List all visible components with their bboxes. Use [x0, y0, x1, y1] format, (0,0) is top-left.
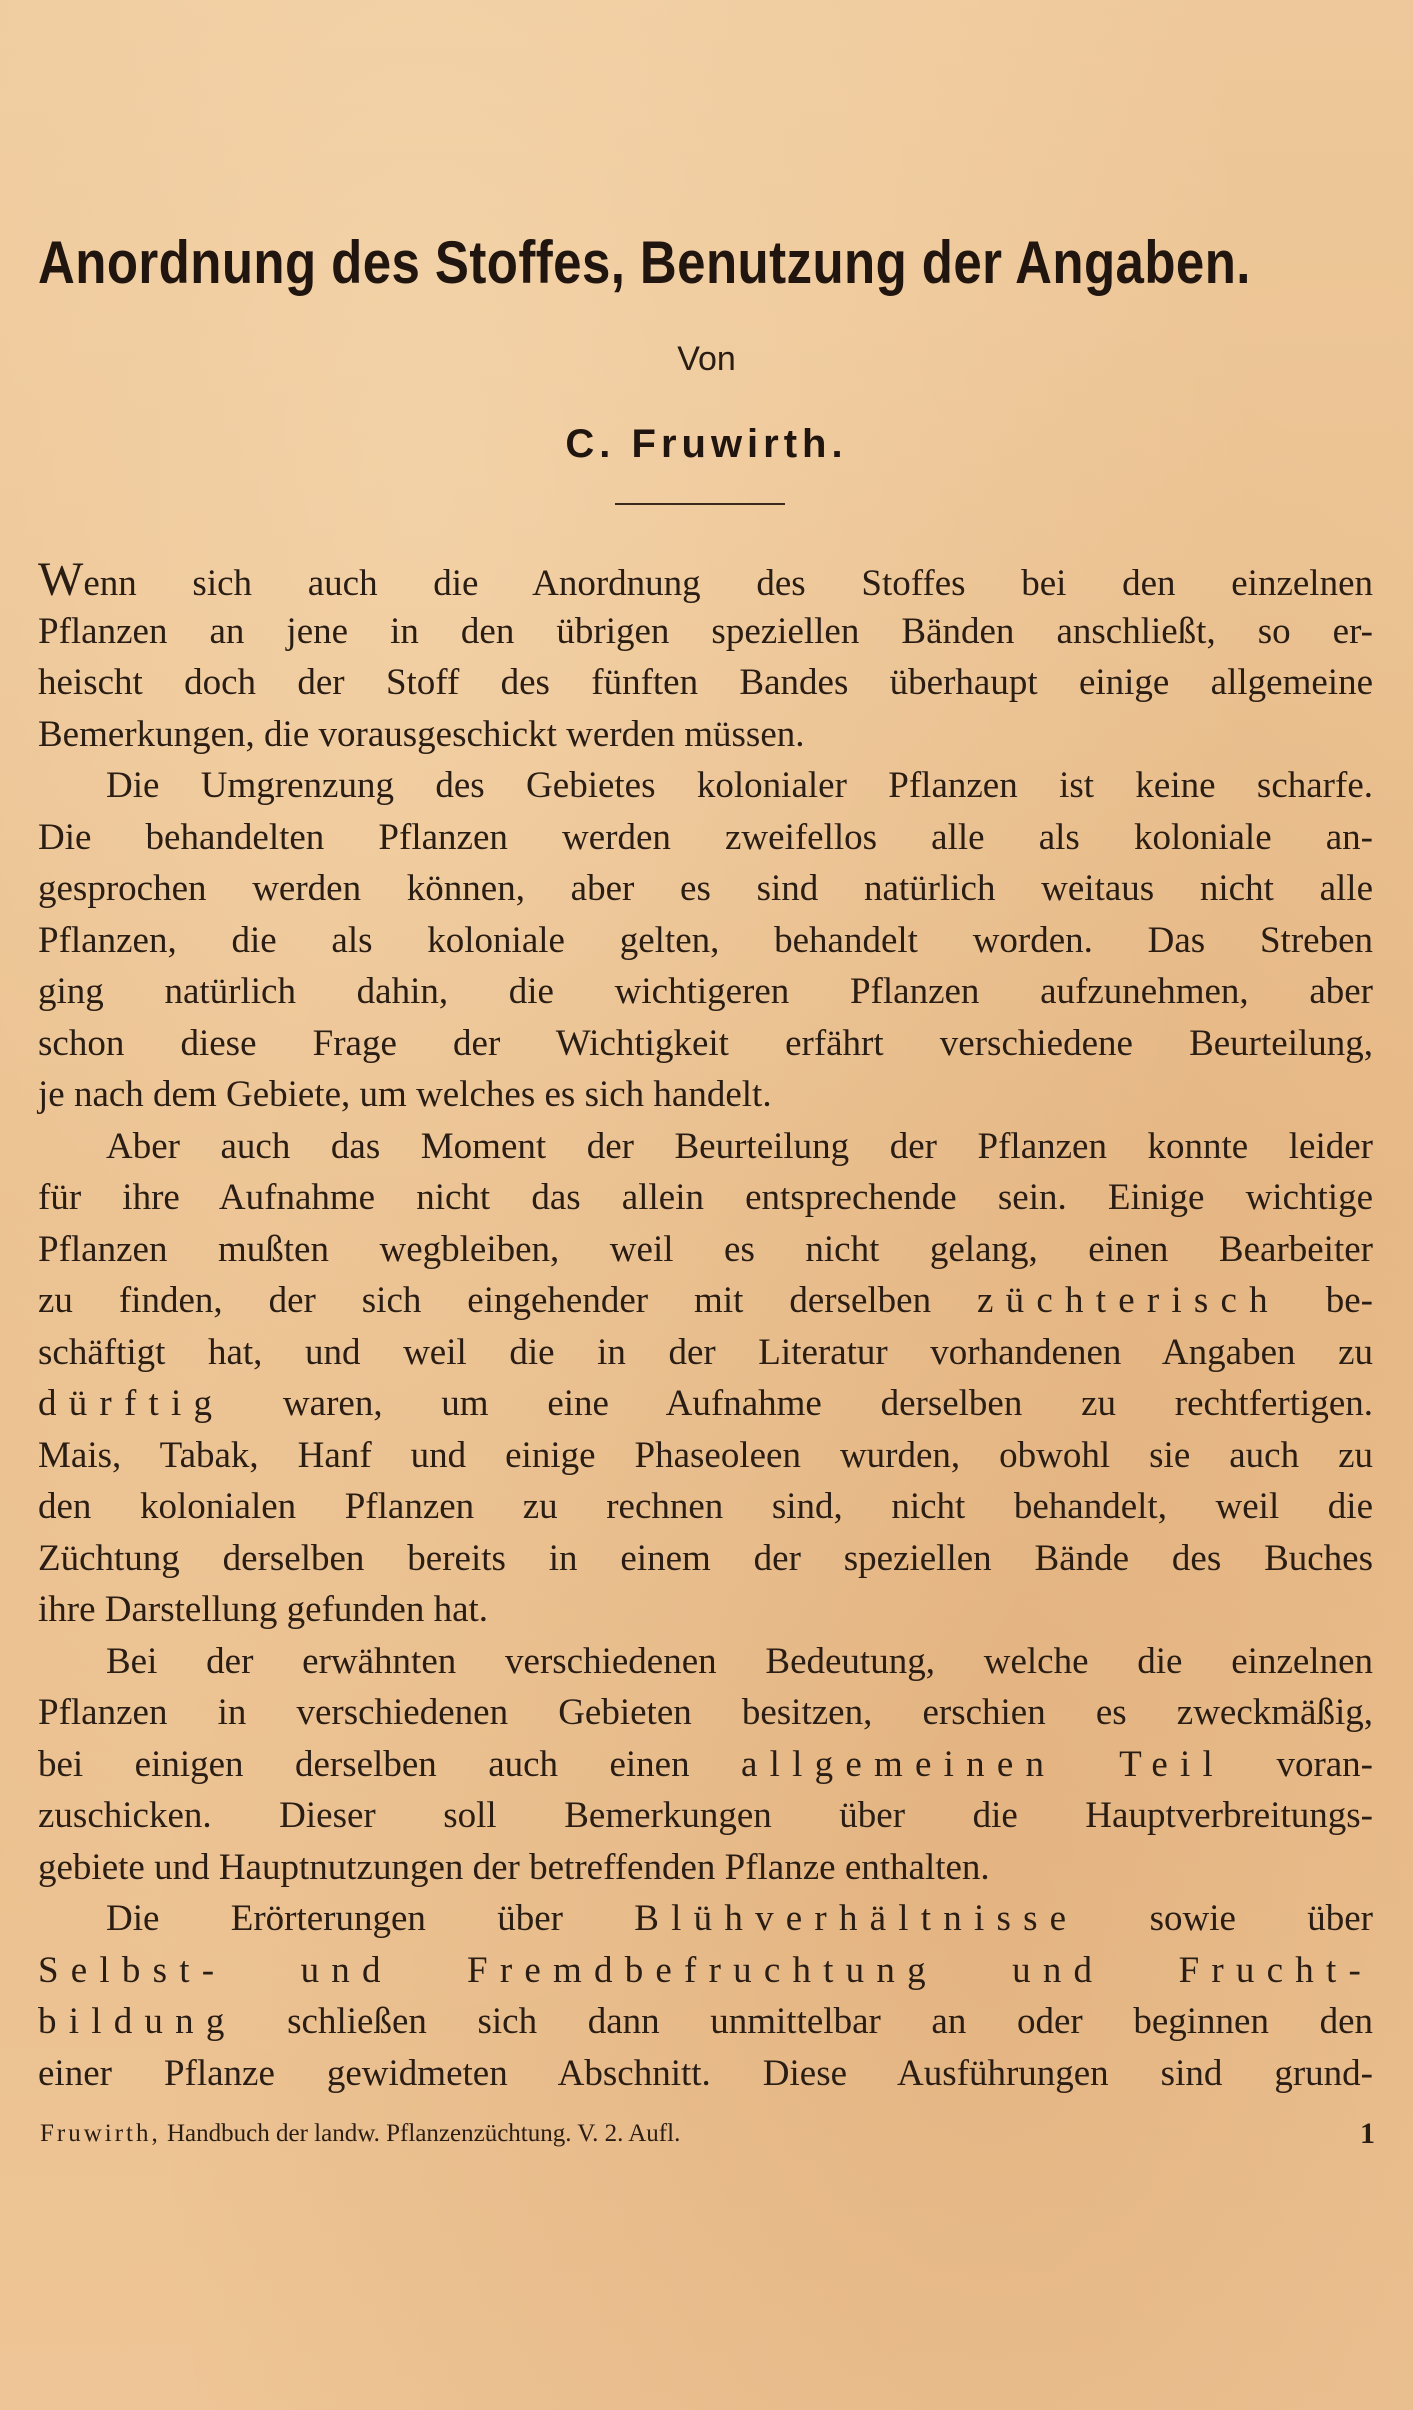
text-line: ihre Darstellung gefunden hat.: [38, 1589, 489, 1630]
text-line: Pflanzen in verschiedenen Gebieten besitzen, erschien es zweckmäßig,: [38, 1692, 1373, 1733]
text-line: Pflanzen mußten wegbleiben, weil es nicht gelang, einen Bearbeiter: [38, 1228, 1373, 1270]
spaced-emphasis: züchterisch: [977, 1280, 1280, 1321]
text-line: einer Pflanze gewidmeten Abschnitt. Diese Ausführungen sind grund-: [38, 2052, 1373, 2094]
spaced-emphasis: Blühverhältnisse: [634, 1898, 1079, 1939]
spaced-emphasis: dürftig: [38, 1383, 225, 1424]
text-line: heischt doch der Stoff des fünften Bandes überhaupt einige allgemeine: [38, 662, 1373, 703]
page-footer: [40, 2112, 1375, 2156]
footer-author: Fruwirth,: [40, 2120, 161, 2147]
text-line: Aber auch das Moment der Beurteilung der Pflanzen konnte leider: [106, 1125, 1373, 1167]
text-line: je nach dem Gebiete, um welches es sich handelt.: [38, 1074, 772, 1115]
text-line: Die Umgrenzung des Gebietes kolonialer Pflanzen ist keine scharfe.: [106, 765, 1373, 806]
text-line: Pflanzen, die als koloniale gelten, behandelt worden. Das Streben: [38, 919, 1373, 961]
text-line: zuschicken. Dieser soll Bemerkungen über die Hauptverbreitungs-: [38, 1795, 1373, 1836]
text-line: Züchtung derselben bereits in einem der speziellen Bände des Buches: [38, 1537, 1373, 1579]
text-line: gesprochen werden können, aber es sind natürlich weitaus nicht alle: [38, 868, 1373, 909]
text-line: für ihre Aufnahme nicht das allein entsprechende sein. Einige wichtige: [38, 1177, 1373, 1218]
text-line: Bemerkungen, die vorausgeschickt werden müssen.: [38, 713, 805, 755]
text-line: zu finden, der sich eingehender mit derselben züchterisch be-: [38, 1280, 1373, 1321]
byline-von: Von: [677, 340, 736, 378]
page-number: 1: [1360, 2117, 1375, 2150]
text-line: Wenn sich auch die Anordnung des Stoffes bei den einzelnen: [38, 553, 1373, 606]
text-line: schon diese Frage der Wichtigkeit erfährt verschiedene Beurteilung,: [38, 1022, 1373, 1064]
body-text: [38, 554, 1373, 2099]
text-line: bei einigen derselben auch einen allgemeinen Teil voran-: [38, 1743, 1374, 1785]
text-line: Pflanzen an jene in den übrigen speziellen Bänden anschließt, so er-: [38, 610, 1373, 652]
chapter-title: Anordnung des Stoffes, Benutzung der Angaben.: [38, 229, 1251, 296]
text-line: gebiete und Hauptnutzungen der betreffenden Pflanze enthalten.: [38, 1846, 990, 1888]
spaced-emphasis: bildung: [38, 2001, 237, 2042]
text-line: ging natürlich dahin, die wichtigeren Pflanzen aufzunehmen, aber: [38, 971, 1373, 1012]
footer-citation: Handbuch der landw. Pflanzenzüchtung. V. 2. Aufl.: [167, 2120, 681, 2147]
spaced-emphasis: allgemeinen Teil: [741, 1743, 1225, 1785]
text-line: Mais, Tabak, Hanf und einige Phaseoleen wurden, obwohl sie auch zu: [38, 1434, 1373, 1476]
text-line: Bei der erwähnten verschiedenen Bedeutung, welche die einzelnen: [106, 1640, 1373, 1682]
title-rule: [615, 503, 785, 505]
text-line: den kolonialen Pflanzen zu rechnen sind, nicht behandelt, weil die: [38, 1486, 1373, 1527]
chapter-author: C. Fruwirth.: [565, 422, 848, 466]
text-line: Selbst- und Fremdbefruchtung und Frucht-: [38, 1949, 1373, 1991]
text-line: Die Erörterungen über Blühverhältnisse sowie über: [106, 1898, 1373, 1939]
drop-cap: W: [38, 553, 84, 606]
text-line: schäftigt hat, und weil die in der Literatur vorhandenen Angaben zu: [38, 1331, 1373, 1373]
text-line: dürftig waren, um eine Aufnahme derselben zu rechtfertigen.: [38, 1383, 1373, 1424]
text-line: bildung schließen sich dann unmittelbar an oder beginnen den: [38, 2001, 1373, 2042]
text-line: Die behandelten Pflanzen werden zweifellos alle als koloniale an-: [38, 816, 1373, 858]
